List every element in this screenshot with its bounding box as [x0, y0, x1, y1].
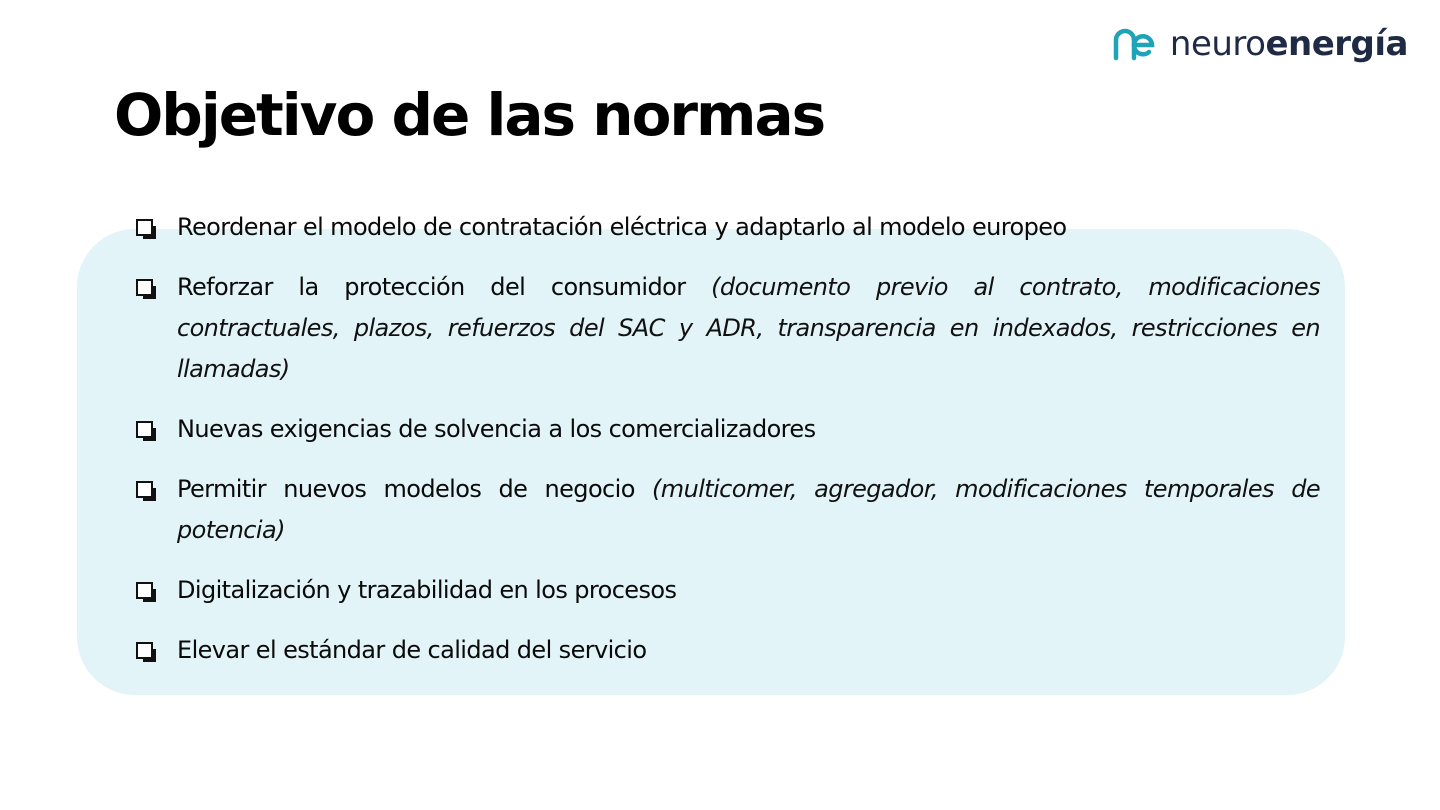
checkbox-bullet-icon: [136, 279, 153, 296]
list-item-main: Digitalización y trazabilidad en los procesos: [177, 576, 677, 604]
list-item-main: Elevar el estándar de calidad del servicio: [177, 636, 647, 664]
list-item-text: [177, 207, 1320, 248]
checkbox-bullet-icon: [136, 421, 153, 438]
checkbox-bullet-icon: [136, 642, 153, 659]
list-item-note: (documento previo al contrato, modificaciones contractuales, plazos, refuerzos del SAC y ADR, transparencia en indexados, restricciones en llamadas): [177, 273, 1320, 383]
brand-wordmark-light: neuro: [1169, 24, 1266, 64]
list-item-note: (multicomer, agregador, modificaciones temporales de potencia): [177, 475, 1321, 544]
list-item: [132, 207, 1320, 248]
list-item: [132, 267, 1320, 390]
list-item-text: [177, 630, 1320, 671]
brand-wordmark-bold: energía: [1265, 24, 1408, 64]
list-item: [132, 630, 1320, 671]
list-item-main: Reforzar la protección del consumidor: [177, 273, 686, 301]
list-item-main: Permitir nuevos modelos de negocio: [177, 475, 635, 503]
checkbox-bullet-icon: [136, 219, 153, 236]
page-title: Objetivo de las normas: [114, 81, 825, 149]
list-item-main: Nuevas exigencias de solvencia a los comercializadores: [177, 415, 816, 443]
ne-logo-icon: [1112, 24, 1156, 64]
list-item: [132, 469, 1320, 551]
objectives-list: [132, 207, 1320, 690]
list-item-text: [177, 409, 1320, 450]
checkbox-bullet-icon: [136, 582, 153, 599]
brand-logo: [1112, 24, 1408, 64]
list-item-text: [177, 469, 1320, 551]
list-item-main: Reordenar el modelo de contratación eléctrica y adaptarlo al modelo europeo: [177, 213, 1067, 241]
list-item-text: [177, 570, 1320, 611]
list-item-text: [177, 267, 1320, 390]
list-item: [132, 570, 1320, 611]
brand-wordmark: [1169, 24, 1408, 64]
list-item: [132, 409, 1320, 450]
checkbox-bullet-icon: [136, 481, 153, 498]
